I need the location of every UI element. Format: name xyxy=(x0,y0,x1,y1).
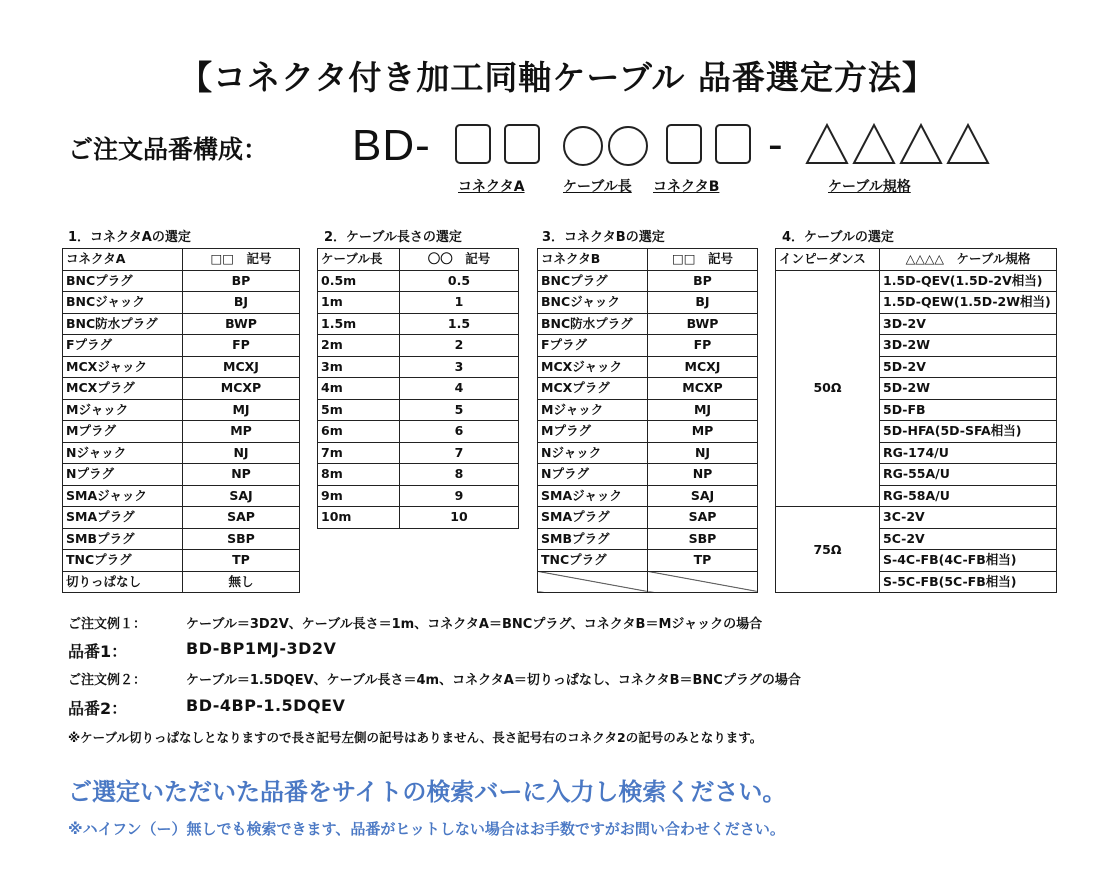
symbol-cell: 10 xyxy=(400,507,519,529)
example-2-label: ご注文例２： xyxy=(68,673,147,688)
example-2-text: ケーブル＝1.5DQEV、ケーブル長さ＝4m、コネクタA＝切りっぱなし、コネクタB＝BNCプラグの場合 xyxy=(186,673,801,688)
connector-a-table xyxy=(62,248,300,593)
connector-name-cell: Nプラグ xyxy=(538,464,648,486)
symbol-cell: 4 xyxy=(400,378,519,400)
symbol-cell: BP xyxy=(183,270,300,292)
table-row xyxy=(538,485,758,507)
table-header-row xyxy=(63,249,300,271)
symbol-cell: 8 xyxy=(400,464,519,486)
header-connector-a: コネクタA xyxy=(63,249,183,271)
connector-name-cell: BNC防水プラグ xyxy=(63,313,183,335)
section-title-cable-length: 2．ケーブル長さの選定 xyxy=(324,230,462,245)
cable-spec-slot-triangles xyxy=(805,122,991,166)
length-cell: 2m xyxy=(318,335,400,357)
table-row xyxy=(318,378,519,400)
table-row xyxy=(63,335,300,357)
part-number-2-label: 品番2： xyxy=(68,699,128,718)
header-symbol: □□ 記号 xyxy=(183,249,300,271)
search-instruction-note: ※ハイフン（ー）無しでも検索できます、品番がヒットしない場合はお手数ですがお問い合わせください。 xyxy=(68,820,785,838)
table-row xyxy=(63,528,300,550)
symbol-cell: MCXP xyxy=(648,378,758,400)
table-row xyxy=(776,507,1057,529)
cable-spec-cell: 1.5D-QEW(1.5D-2W相当) xyxy=(880,292,1057,314)
length-cell: 7m xyxy=(318,442,400,464)
cable-length-slot-circle-2 xyxy=(608,126,648,166)
header-impedance: インピーダンス xyxy=(776,249,880,271)
connector-name-cell: MCXジャック xyxy=(538,356,648,378)
table-row xyxy=(538,313,758,335)
empty-hatched-cell xyxy=(538,571,648,593)
symbol-cell: TP xyxy=(183,550,300,572)
connector-name-cell: SMAジャック xyxy=(63,485,183,507)
connector-name-cell: Nプラグ xyxy=(63,464,183,486)
search-instruction: ご選定いただいた品番をサイトの検索バーに入力し検索ください。 xyxy=(68,778,787,806)
table-row xyxy=(63,571,300,593)
connector-name-cell: MCXプラグ xyxy=(538,378,648,400)
cable-spec-cell: 3C-2V xyxy=(880,507,1057,529)
part-number-dash: - xyxy=(768,120,783,169)
symbol-cell: NP xyxy=(648,464,758,486)
symbol-cell: 3 xyxy=(400,356,519,378)
connector-name-cell: BNCジャック xyxy=(63,292,183,314)
connector-name-cell: BNC防水プラグ xyxy=(538,313,648,335)
table-row xyxy=(63,356,300,378)
connector-name-cell: TNCプラグ xyxy=(63,550,183,572)
part-number-2-value: BD-4BP-1.5DQEV xyxy=(186,696,346,715)
table-row xyxy=(318,335,519,357)
cable-spec-cell: RG-55A/U xyxy=(880,464,1057,486)
connector-name-cell: SMBプラグ xyxy=(63,528,183,550)
symbol-cell: 0.5 xyxy=(400,270,519,292)
symbol-cell: 2 xyxy=(400,335,519,357)
symbol-cell: 無し xyxy=(183,571,300,593)
page-title: 【コネクタ付き加工同軸ケーブル 品番選定方法】 xyxy=(179,58,936,97)
symbol-cell: 1 xyxy=(400,292,519,314)
symbol-cell: SAJ xyxy=(648,485,758,507)
empty-hatched-cell xyxy=(648,571,758,593)
connector-b-slot-box-1 xyxy=(666,124,702,164)
cable-spec-cell: 5D-HFA(5D-SFA相当) xyxy=(880,421,1057,443)
length-cell: 5m xyxy=(318,399,400,421)
table-row xyxy=(318,442,519,464)
connector-name-cell: Mジャック xyxy=(538,399,648,421)
table-row xyxy=(63,270,300,292)
symbol-cell: NJ xyxy=(648,442,758,464)
length-cell: 8m xyxy=(318,464,400,486)
cable-spec-cell: RG-174/U xyxy=(880,442,1057,464)
length-cell: 10m xyxy=(318,507,400,529)
table-header-row xyxy=(776,249,1057,271)
length-cell: 1m xyxy=(318,292,400,314)
connector-name-cell: BNCジャック xyxy=(538,292,648,314)
table-row xyxy=(538,550,758,572)
table-row xyxy=(318,313,519,335)
length-cell: 3m xyxy=(318,356,400,378)
cable-spec-cell: 5C-2V xyxy=(880,528,1057,550)
connector-name-cell: Mプラグ xyxy=(63,421,183,443)
length-cell: 1.5m xyxy=(318,313,400,335)
table-row xyxy=(538,335,758,357)
slot-label-cable: ケーブル規格 xyxy=(828,179,911,195)
symbol-cell: MCXP xyxy=(183,378,300,400)
symbol-cell: 9 xyxy=(400,485,519,507)
symbol-cell: BWP xyxy=(183,313,300,335)
table-row xyxy=(318,507,519,529)
symbol-cell: MCXJ xyxy=(648,356,758,378)
header-cable-spec: △△△△ ケーブル規格 xyxy=(880,249,1057,271)
symbol-cell: MP xyxy=(183,421,300,443)
table-row xyxy=(63,507,300,529)
table-row xyxy=(63,550,300,572)
table-row xyxy=(63,442,300,464)
connector-a-slot-box-2 xyxy=(504,124,540,164)
connector-name-cell: SMAプラグ xyxy=(538,507,648,529)
table-row xyxy=(318,292,519,314)
symbol-cell: FP xyxy=(183,335,300,357)
cable-spec-cell: RG-58A/U xyxy=(880,485,1057,507)
cable-length-slot-circle-1 xyxy=(563,126,603,166)
part-number-prefix: BD- xyxy=(352,121,431,170)
header-symbol: 〇〇 記号 xyxy=(400,249,519,271)
header-cable-length: ケーブル長 xyxy=(318,249,400,271)
table-row xyxy=(63,421,300,443)
table-row xyxy=(538,292,758,314)
symbol-cell: BJ xyxy=(648,292,758,314)
table-row xyxy=(538,507,758,529)
length-cell: 0.5m xyxy=(318,270,400,292)
connector-b-table xyxy=(537,248,758,593)
symbol-cell: SAP xyxy=(648,507,758,529)
table-row xyxy=(538,356,758,378)
table-row xyxy=(318,464,519,486)
length-cell: 4m xyxy=(318,378,400,400)
cable-spec-cell: 1.5D-QEV(1.5D-2V相当) xyxy=(880,270,1057,292)
table-row xyxy=(318,421,519,443)
section-title-connector-a: 1．コネクタAの選定 xyxy=(68,230,191,245)
connector-b-slot-box-2 xyxy=(715,124,751,164)
connector-name-cell: MCXプラグ xyxy=(63,378,183,400)
table-row xyxy=(318,356,519,378)
symbol-cell: 7 xyxy=(400,442,519,464)
example-1-label: ご注文例１： xyxy=(68,617,147,632)
symbol-cell: SBP xyxy=(648,528,758,550)
slot-label-cable-length: ケーブル長 xyxy=(563,179,632,195)
part-number-1-label: 品番1： xyxy=(68,642,128,661)
symbol-cell: TP xyxy=(648,550,758,572)
example-1-text: ケーブル＝3D2V、ケーブル長さ＝1m、コネクタA＝BNCプラグ、コネクタB＝Mジャックの場合 xyxy=(186,617,763,632)
connector-name-cell: TNCプラグ xyxy=(538,550,648,572)
symbol-cell: 1.5 xyxy=(400,313,519,335)
cable-spec-cell: 5D-FB xyxy=(880,399,1057,421)
connector-name-cell: SMAジャック xyxy=(538,485,648,507)
cable-spec-cell: 5D-2V xyxy=(880,356,1057,378)
connector-name-cell: Mジャック xyxy=(63,399,183,421)
table-row xyxy=(63,399,300,421)
symbol-cell: BWP xyxy=(648,313,758,335)
symbol-cell: SAJ xyxy=(183,485,300,507)
impedance-cell: 50Ω xyxy=(776,270,880,507)
connector-name-cell: MCXジャック xyxy=(63,356,183,378)
table-row xyxy=(776,270,1057,292)
table-row xyxy=(538,464,758,486)
table-row xyxy=(63,378,300,400)
table-row xyxy=(318,270,519,292)
part-number-1-value: BD-BP1MJ-3D2V xyxy=(186,639,337,658)
table-row xyxy=(318,485,519,507)
table-header-row xyxy=(318,249,519,271)
table-row xyxy=(538,378,758,400)
symbol-cell: 5 xyxy=(400,399,519,421)
symbol-cell: NP xyxy=(183,464,300,486)
symbol-cell: FP xyxy=(648,335,758,357)
table-row xyxy=(63,464,300,486)
symbol-cell: MJ xyxy=(183,399,300,421)
header-connector-b: コネクタB xyxy=(538,249,648,271)
symbol-cell: SAP xyxy=(183,507,300,529)
connector-name-cell: BNCプラグ xyxy=(63,270,183,292)
cable-spec-cell: S-4C-FB(4C-FB相当) xyxy=(880,550,1057,572)
impedance-cell: 75Ω xyxy=(776,507,880,593)
symbol-cell: SBP xyxy=(183,528,300,550)
cable-length-table xyxy=(317,248,519,529)
connector-name-cell: Nジャック xyxy=(63,442,183,464)
length-cell: 6m xyxy=(318,421,400,443)
table-row xyxy=(63,292,300,314)
connector-name-cell: Nジャック xyxy=(538,442,648,464)
table-header-row xyxy=(538,249,758,271)
symbol-cell: NJ xyxy=(183,442,300,464)
cable-spec-cell: 5D-2W xyxy=(880,378,1057,400)
symbol-cell: MP xyxy=(648,421,758,443)
cable-spec-cell: S-5C-FB(5C-FB相当) xyxy=(880,571,1057,593)
connector-name-cell: SMAプラグ xyxy=(63,507,183,529)
symbol-cell: BP xyxy=(648,270,758,292)
section-title-connector-b: 3．コネクタBの選定 xyxy=(542,230,665,245)
symbol-cell: MJ xyxy=(648,399,758,421)
table-row xyxy=(538,270,758,292)
table-row xyxy=(318,399,519,421)
connector-name-cell: Fプラグ xyxy=(538,335,648,357)
connector-name-cell: SMBプラグ xyxy=(538,528,648,550)
cable-spec-cell: 3D-2W xyxy=(880,335,1057,357)
cut-end-note: ※ケーブル切りっぱなしとなりますので長さ記号左側の記号はありません、長さ記号右のコネクタ2の記号のみとなります。 xyxy=(68,730,763,745)
symbol-cell: BJ xyxy=(183,292,300,314)
table-row xyxy=(538,528,758,550)
header-symbol: □□ 記号 xyxy=(648,249,758,271)
table-row xyxy=(538,571,758,593)
connector-name-cell: BNCプラグ xyxy=(538,270,648,292)
symbol-cell: 6 xyxy=(400,421,519,443)
table-row xyxy=(538,399,758,421)
slot-label-connector-b: コネクタB xyxy=(653,179,720,195)
connector-name-cell: Mプラグ xyxy=(538,421,648,443)
slot-label-connector-a: コネクタA xyxy=(458,179,525,195)
connector-a-slot-box-1 xyxy=(455,124,491,164)
table-row xyxy=(538,442,758,464)
table-row xyxy=(538,421,758,443)
table-row xyxy=(63,313,300,335)
length-cell: 9m xyxy=(318,485,400,507)
connector-name-cell: 切りっぱなし xyxy=(63,571,183,593)
order-structure-label: ご注文品番構成： xyxy=(68,135,269,164)
section-title-cable: 4．ケーブルの選定 xyxy=(782,230,894,245)
table-row xyxy=(63,485,300,507)
connector-name-cell: Fプラグ xyxy=(63,335,183,357)
symbol-cell: MCXJ xyxy=(183,356,300,378)
cable-spec-cell: 3D-2V xyxy=(880,313,1057,335)
cable-table xyxy=(775,248,1057,593)
